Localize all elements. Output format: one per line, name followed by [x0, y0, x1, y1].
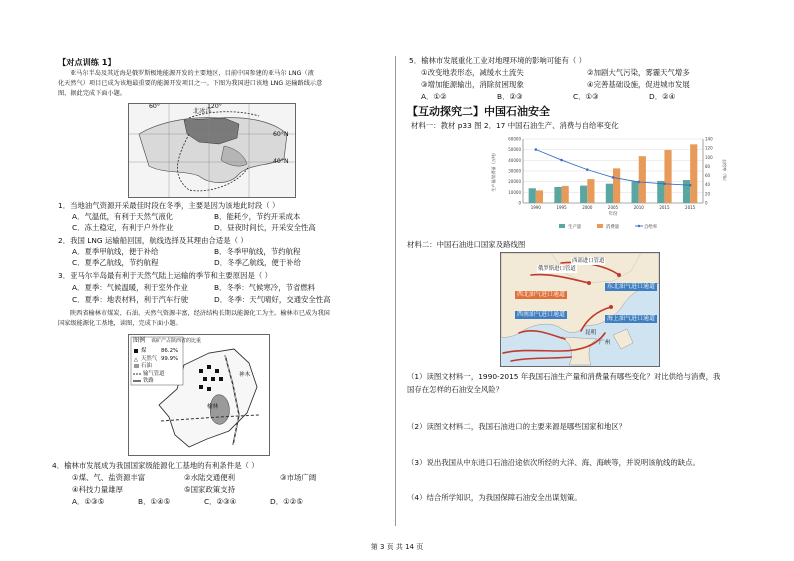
q1-opt-c: C．冻土稳定，有利于户外作业 — [72, 223, 174, 232]
intro-line-1: 亚马尔半岛及其近海是俄罗斯极地能源开发的主要地区，目前中国参建的亚马尔 LNG（液 — [70, 70, 314, 77]
legend-gas: 天然气 — [141, 356, 158, 362]
city-kunming: 昆明 — [585, 330, 597, 336]
legend-oil: 石油 — [141, 363, 152, 369]
bar-消费量 — [613, 168, 620, 203]
y2-tick-label: 0 — [705, 200, 708, 206]
q2-opt-b: B．冬季甲航线，节约航程 — [214, 247, 301, 256]
q4-cond-4: ④科技力量雄厚 — [72, 485, 123, 494]
oil-chart-svg — [489, 133, 729, 233]
q5-opt-a: A．①② — [421, 92, 447, 101]
map2-legend-heading: 该矿产占陕西省的比重 — [151, 338, 202, 344]
legend-pipeline: 输气管道 — [143, 371, 165, 377]
bar-消费量 — [664, 150, 671, 203]
y2-tick-label: 80 — [705, 163, 711, 169]
bar-生产量 — [606, 184, 613, 203]
y-tick-label: 0 — [518, 200, 521, 206]
point-自给率 — [689, 184, 692, 187]
inquiry-q4: （4）结合所学知识，为我国保障石油安全出谋划策。 — [407, 493, 582, 502]
route-northeast-label: 东北油气进口通道 — [607, 283, 656, 290]
lng-route-map-svg — [129, 104, 295, 197]
map2-legend-title: 图例 — [133, 337, 146, 344]
yulin-map — [128, 334, 270, 456]
q4-opt-b: B．①④⑤ — [138, 497, 171, 506]
inquiry-q2: （2）读图文材料二，我国石油进口的主要来源是哪些国家和地区？ — [407, 422, 627, 431]
yulin-map-svg — [129, 335, 269, 455]
svg-text:△: △ — [134, 357, 138, 363]
q1-opt-b: B．能耗少，节约开采成本 — [214, 212, 301, 221]
y-tick-label: 60000 — [508, 136, 521, 142]
inquiry-q3: （3）说出我国从中东进口石油沿途依次所经的大洋、海、海峡等，并说明该航线的缺点。 — [407, 458, 700, 467]
route-map-svg — [501, 253, 659, 366]
q4-opt-a: A．①③⑤ — [72, 497, 105, 506]
x-tick-label: 2000 — [582, 205, 593, 210]
bar-消费量 — [587, 179, 594, 203]
map1-lon-60: 60° — [149, 103, 160, 110]
y2-tick-label: 40 — [705, 182, 711, 188]
q1-opt-a: A．气温低，有利于天然气液化 — [72, 212, 174, 221]
material-1-caption: 材料一：教材 p33 图 2．17 中国石油生产、消费与自给率变化 — [411, 121, 619, 130]
q5-opt-d: D．②④ — [649, 92, 676, 101]
intro-line-2: 化天然气）项目已成为该地最重要的能源开发项目之一。下图为我国进口该地 LNG 运输路线示意 — [58, 80, 323, 87]
y2-tick-label: 100 — [705, 154, 713, 160]
q5-opt-3: ③增加能源输出，消除贫困现象 — [421, 80, 524, 89]
q4-cond-3: ③市场广阔 — [280, 473, 317, 482]
q4-opt-d: D．①②⑤ — [270, 497, 303, 506]
point-自给率 — [560, 159, 563, 162]
y2-tick-label: 120 — [705, 145, 713, 151]
q3-opt-a: A．夏季：气候温暖，利于室外作业 — [72, 283, 188, 292]
legend-label-生产量: 生产量 — [568, 225, 582, 230]
q3-opt-b: B．冬季：气候寒冷，节省燃料 — [214, 283, 316, 292]
q3-stem: 3．亚马尔半岛最有利于天然气陆上运输的季节和主要原因是（ ） — [58, 271, 272, 280]
route-west-label: 西部进口管道 — [572, 258, 605, 264]
point-自给率 — [535, 148, 538, 151]
map1-lon-120: 120° — [207, 103, 222, 110]
lng-route-map — [128, 103, 296, 198]
city-guangzhou: 广州 — [599, 340, 611, 346]
legend-coal: 煤 — [141, 348, 147, 354]
legend-label-消费量: 消费量 — [606, 225, 620, 230]
section-title-training: 【对点训练 1】 — [58, 57, 116, 67]
route-russia-label: 俄罗斯进口管道 — [538, 266, 576, 272]
bar-生产量 — [632, 181, 639, 203]
map1-sea-label: 北冰洋 — [193, 108, 212, 115]
legend-label-自给率: 自给率 — [644, 225, 658, 230]
x-tick-label: 2015 — [659, 205, 670, 210]
legend-railway: 铁路 — [143, 378, 154, 384]
q1-stem: 1．当地油气资源开采最佳时段在冬季，主要是因为该地此时段（ ） — [58, 201, 280, 210]
q5-opt-b: B．②③ — [497, 92, 523, 101]
x-tick-label: 2005 — [607, 205, 619, 210]
y-tick-label: 10000 — [508, 189, 521, 195]
q4-cond-1: ①煤、气、盐资源丰富 — [72, 473, 146, 482]
section-title-oil-security: 【互动探究二】中国石油安全 — [407, 105, 550, 118]
bar-生产量 — [683, 180, 690, 203]
x-axis-label: 年份 — [608, 212, 618, 217]
q4-cond-5: ⑤国家政策支持 — [184, 485, 235, 494]
map1-lat-40: 40°N — [273, 158, 289, 165]
column-divider — [395, 56, 396, 526]
material-2-caption: 材料二：中国石油进口国家及路线图 — [407, 240, 526, 249]
place-yulin: 榆林 — [207, 404, 219, 410]
bar-消费量 — [536, 190, 543, 203]
point-自给率 — [612, 176, 615, 179]
legend-marker-自给率 — [638, 225, 640, 227]
point-自给率 — [663, 183, 666, 186]
inquiry-q1-line1: （1）读图文材料一，1990-2015 年我国石油生产量和消费量有哪些变化？对比供给与消费，我 — [407, 372, 721, 381]
y-tick-label: 50000 — [508, 147, 521, 153]
bar-生产量 — [554, 187, 561, 203]
q5-opt-2: ②加剧大气污染，雾霾天气增多 — [587, 68, 690, 77]
bar-生产量 — [580, 186, 587, 203]
legend-coal-value: 86.2% — [161, 348, 179, 354]
oil-import-route-map — [500, 252, 660, 367]
q4-stem: 4．榆林市发展成为我国国家级能源化工基地的有利条件是（ ） — [52, 461, 259, 470]
oil-chart — [489, 133, 729, 233]
x-tick-label: 2015 — [685, 205, 696, 210]
route-central-asia-label: 西北油气进口通道 — [517, 291, 566, 298]
legend-swatch-生产量 — [559, 224, 565, 228]
q1-opt-d: D．昼夜时间长，开采安全性高 — [214, 223, 316, 232]
bar-消费量 — [639, 156, 646, 203]
bar-消费量 — [690, 144, 697, 203]
q3-opt-c: C．夏季：地表材料，利于汽车行驶 — [72, 295, 189, 304]
y-tick-label: 20000 — [508, 179, 521, 185]
y-axis-label: 生产量/消费量（万吨） — [491, 150, 496, 192]
q3-opt-d: D．冬季：天气晴好，交通安全性高 — [214, 295, 331, 304]
bar-消费量 — [562, 186, 569, 203]
x-tick-label: 1995 — [556, 205, 567, 210]
y2-axis-label: 自给率（%） — [722, 159, 727, 183]
point-自给率 — [586, 168, 589, 171]
route-southwest-label: 西南油气进口通道 — [517, 311, 566, 318]
map1-lat-60: 60°N — [273, 131, 289, 138]
y-tick-label: 30000 — [508, 168, 521, 174]
y2-tick-label: 140 — [705, 136, 713, 142]
x-tick-label: 1990 — [530, 205, 541, 210]
q4-opt-c: C．②③④ — [204, 497, 237, 506]
legend-gas-value: 99.9% — [161, 356, 179, 362]
legend-swatch-消费量 — [597, 224, 603, 228]
y-tick-label: 40000 — [508, 157, 521, 163]
q2-stem: 2．我国 LNG 运输船回国，航线选择及其理由合适是（ ） — [58, 236, 248, 245]
q5-stem: 5．榆林市发展重化工业对地理环境的影响可能有（ ） — [409, 56, 587, 65]
q5-opt-c: C．①③ — [573, 92, 599, 101]
q2-opt-c: C．夏季乙航线，节约航程 — [72, 258, 159, 267]
inquiry-q1-line2: 国存在怎样的石油安全风险？ — [407, 385, 504, 394]
x-tick-label: 2010 — [633, 205, 644, 210]
y2-tick-label: 20 — [705, 191, 711, 197]
intro-line-3: 图，据此完成下面小题。 — [58, 90, 127, 97]
q5-opt-1: ①改变地表形态，减缓水土流失 — [421, 68, 524, 77]
q2-opt-d: D．冬季乙航线，便于补给 — [214, 258, 301, 267]
route-sea-label: 海上油气进口通道 — [607, 315, 656, 322]
bar-生产量 — [529, 188, 536, 203]
page-footer: 第 3 页 共 14 页 — [370, 543, 424, 551]
q5-opt-4: ④完善基础设施，促进城市发展 — [587, 80, 690, 89]
y2-tick-label: 60 — [705, 173, 711, 179]
point-自给率 — [637, 181, 640, 184]
q2-opt-a: A．夏季甲航线，便于补给 — [72, 247, 159, 256]
intro2-line-1: 陕西省榆林市煤炭、石油、天然气资源丰富，经济结构长期以能源化工为主。榆林市已成为我国 — [70, 310, 330, 317]
place-shenmu: 神木 — [239, 372, 251, 378]
intro2-line-2: 国家级能源化工基地，读图，完成下面小题。 — [58, 320, 182, 327]
q4-cond-2: ②水陆交通便利 — [184, 473, 235, 482]
